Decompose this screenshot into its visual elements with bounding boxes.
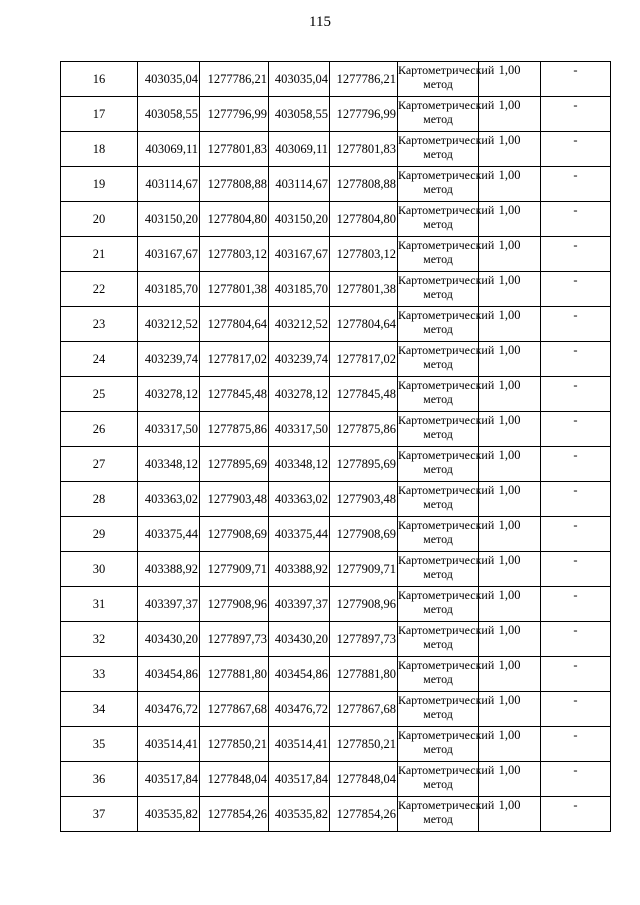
table-row [61,97,611,132]
x-new-cell: 403035,04 [269,62,330,97]
table-row [61,377,611,412]
x-existing-cell: 403317,50 [138,412,200,447]
method-cell: Картометрический метод [398,237,479,272]
y-existing-cell: 1277808,88 [200,167,269,202]
x-new-cell: 403514,41 [269,727,330,762]
note-cell: - [541,727,611,762]
method-cell: Картометрический метод [398,167,479,202]
precision-cell: 1,00 [479,377,541,412]
x-new-cell: 403363,02 [269,482,330,517]
y-existing-cell: 1277909,71 [200,552,269,587]
precision-cell: 1,00 [479,237,541,272]
y-new-cell: 1277867,68 [330,692,398,727]
coordinates-table [60,61,611,832]
precision-cell: 1,00 [479,622,541,657]
method-cell: Картометрический метод [398,727,479,762]
note-cell: - [541,482,611,517]
y-new-cell: 1277817,02 [330,342,398,377]
point-number-cell: 16 [61,62,138,97]
y-new-cell: 1277803,12 [330,237,398,272]
y-existing-cell: 1277848,04 [200,762,269,797]
note-cell: - [541,552,611,587]
x-existing-cell: 403535,82 [138,797,200,832]
x-new-cell: 403388,92 [269,552,330,587]
y-existing-cell: 1277801,38 [200,272,269,307]
table-row [61,447,611,482]
point-number-cell: 34 [61,692,138,727]
point-number-cell: 27 [61,447,138,482]
table-row [61,482,611,517]
x-existing-cell: 403430,20 [138,622,200,657]
table-row [61,762,611,797]
table-row [61,307,611,342]
note-cell: - [541,692,611,727]
y-existing-cell: 1277817,02 [200,342,269,377]
x-new-cell: 403114,67 [269,167,330,202]
point-number-cell: 35 [61,727,138,762]
precision-cell: 1,00 [479,657,541,692]
table-row [61,132,611,167]
method-cell: Картометрический метод [398,342,479,377]
note-cell: - [541,342,611,377]
note-cell: - [541,167,611,202]
y-new-cell: 1277786,21 [330,62,398,97]
point-number-cell: 33 [61,657,138,692]
y-existing-cell: 1277897,73 [200,622,269,657]
x-new-cell: 403454,86 [269,657,330,692]
table-row [61,412,611,447]
x-new-cell: 403167,67 [269,237,330,272]
method-cell: Картометрический метод [398,622,479,657]
note-cell: - [541,237,611,272]
note-cell: - [541,587,611,622]
method-cell: Картометрический метод [398,482,479,517]
x-new-cell: 403069,11 [269,132,330,167]
y-new-cell: 1277854,26 [330,797,398,832]
x-existing-cell: 403517,84 [138,762,200,797]
table-row [61,62,611,97]
note-cell: - [541,377,611,412]
point-number-cell: 24 [61,342,138,377]
precision-cell: 1,00 [479,272,541,307]
note-cell: - [541,132,611,167]
method-cell: Картометрический метод [398,62,479,97]
y-new-cell: 1277908,69 [330,517,398,552]
point-number-cell: 30 [61,552,138,587]
y-new-cell: 1277908,96 [330,587,398,622]
precision-cell: 1,00 [479,692,541,727]
y-new-cell: 1277796,99 [330,97,398,132]
point-number-cell: 37 [61,797,138,832]
x-existing-cell: 403363,02 [138,482,200,517]
table-row [61,202,611,237]
precision-cell: 1,00 [479,342,541,377]
y-existing-cell: 1277804,80 [200,202,269,237]
y-new-cell: 1277801,83 [330,132,398,167]
x-existing-cell: 403388,92 [138,552,200,587]
y-new-cell: 1277804,64 [330,307,398,342]
note-cell: - [541,307,611,342]
y-existing-cell: 1277908,96 [200,587,269,622]
x-existing-cell: 403348,12 [138,447,200,482]
x-new-cell: 403476,72 [269,692,330,727]
table-row [61,727,611,762]
table-row [61,167,611,202]
point-number-cell: 20 [61,202,138,237]
method-cell: Картометрический метод [398,587,479,622]
precision-cell: 1,00 [479,62,541,97]
y-existing-cell: 1277850,21 [200,727,269,762]
x-existing-cell: 403397,37 [138,587,200,622]
y-new-cell: 1277801,38 [330,272,398,307]
point-number-cell: 36 [61,762,138,797]
y-new-cell: 1277875,86 [330,412,398,447]
table-row [61,692,611,727]
y-existing-cell: 1277786,21 [200,62,269,97]
precision-cell: 1,00 [479,727,541,762]
page-number: 115 [309,14,331,30]
x-existing-cell: 403035,04 [138,62,200,97]
method-cell: Картометрический метод [398,447,479,482]
note-cell: - [541,412,611,447]
precision-cell: 1,00 [479,412,541,447]
y-existing-cell: 1277804,64 [200,307,269,342]
table-row [61,622,611,657]
precision-cell: 1,00 [479,447,541,482]
method-cell: Картометрический метод [398,307,479,342]
method-cell: Картометрический метод [398,552,479,587]
y-existing-cell: 1277801,83 [200,132,269,167]
y-existing-cell: 1277903,48 [200,482,269,517]
method-cell: Картометрический метод [398,377,479,412]
x-existing-cell: 403167,67 [138,237,200,272]
precision-cell: 1,00 [479,762,541,797]
precision-cell: 1,00 [479,587,541,622]
x-new-cell: 403397,37 [269,587,330,622]
y-new-cell: 1277903,48 [330,482,398,517]
table-row [61,272,611,307]
x-existing-cell: 403476,72 [138,692,200,727]
x-new-cell: 403185,70 [269,272,330,307]
table-row [61,657,611,692]
point-number-cell: 26 [61,412,138,447]
y-new-cell: 1277909,71 [330,552,398,587]
x-existing-cell: 403069,11 [138,132,200,167]
method-cell: Картометрический метод [398,132,479,167]
point-number-cell: 29 [61,517,138,552]
precision-cell: 1,00 [479,307,541,342]
table-row [61,237,611,272]
x-existing-cell: 403278,12 [138,377,200,412]
note-cell: - [541,202,611,237]
method-cell: Картометрический метод [398,762,479,797]
note-cell: - [541,657,611,692]
x-existing-cell: 403058,55 [138,97,200,132]
method-cell: Картометрический метод [398,692,479,727]
y-existing-cell: 1277854,26 [200,797,269,832]
point-number-cell: 17 [61,97,138,132]
table-row [61,587,611,622]
method-cell: Картометрический метод [398,97,479,132]
y-existing-cell: 1277881,80 [200,657,269,692]
point-number-cell: 32 [61,622,138,657]
table-row [61,797,611,832]
x-existing-cell: 403454,86 [138,657,200,692]
x-new-cell: 403375,44 [269,517,330,552]
precision-cell: 1,00 [479,482,541,517]
x-new-cell: 403348,12 [269,447,330,482]
y-new-cell: 1277895,69 [330,447,398,482]
precision-cell: 1,00 [479,132,541,167]
point-number-cell: 23 [61,307,138,342]
note-cell: - [541,272,611,307]
note-cell: - [541,62,611,97]
y-existing-cell: 1277796,99 [200,97,269,132]
precision-cell: 1,00 [479,97,541,132]
y-existing-cell: 1277908,69 [200,517,269,552]
method-cell: Картометрический метод [398,272,479,307]
y-existing-cell: 1277867,68 [200,692,269,727]
x-new-cell: 403058,55 [269,97,330,132]
table-row [61,517,611,552]
note-cell: - [541,97,611,132]
y-existing-cell: 1277803,12 [200,237,269,272]
x-new-cell: 403278,12 [269,377,330,412]
precision-cell: 1,00 [479,517,541,552]
x-new-cell: 403239,74 [269,342,330,377]
x-existing-cell: 403150,20 [138,202,200,237]
y-new-cell: 1277897,73 [330,622,398,657]
x-existing-cell: 403212,52 [138,307,200,342]
note-cell: - [541,797,611,832]
y-existing-cell: 1277895,69 [200,447,269,482]
x-existing-cell: 403239,74 [138,342,200,377]
y-existing-cell: 1277875,86 [200,412,269,447]
table-row [61,552,611,587]
precision-cell: 1,00 [479,552,541,587]
x-new-cell: 403150,20 [269,202,330,237]
y-new-cell: 1277804,80 [330,202,398,237]
method-cell: Картометрический метод [398,657,479,692]
note-cell: - [541,517,611,552]
y-new-cell: 1277850,21 [330,727,398,762]
precision-cell: 1,00 [479,167,541,202]
point-number-cell: 19 [61,167,138,202]
method-cell: Картометрический метод [398,517,479,552]
x-new-cell: 403212,52 [269,307,330,342]
point-number-cell: 22 [61,272,138,307]
x-new-cell: 403317,50 [269,412,330,447]
y-existing-cell: 1277845,48 [200,377,269,412]
point-number-cell: 31 [61,587,138,622]
x-existing-cell: 403185,70 [138,272,200,307]
x-new-cell: 403517,84 [269,762,330,797]
x-existing-cell: 403114,67 [138,167,200,202]
y-new-cell: 1277808,88 [330,167,398,202]
point-number-cell: 25 [61,377,138,412]
y-new-cell: 1277848,04 [330,762,398,797]
x-new-cell: 403535,82 [269,797,330,832]
table-body [61,62,611,832]
note-cell: - [541,447,611,482]
precision-cell: 1,00 [479,202,541,237]
point-number-cell: 28 [61,482,138,517]
x-new-cell: 403430,20 [269,622,330,657]
method-cell: Картометрический метод [398,797,479,832]
x-existing-cell: 403375,44 [138,517,200,552]
note-cell: - [541,622,611,657]
point-number-cell: 18 [61,132,138,167]
table-row [61,342,611,377]
method-cell: Картометрический метод [398,202,479,237]
note-cell: - [541,762,611,797]
point-number-cell: 21 [61,237,138,272]
y-new-cell: 1277845,48 [330,377,398,412]
precision-cell: 1,00 [479,797,541,832]
y-new-cell: 1277881,80 [330,657,398,692]
x-existing-cell: 403514,41 [138,727,200,762]
method-cell: Картометрический метод [398,412,479,447]
